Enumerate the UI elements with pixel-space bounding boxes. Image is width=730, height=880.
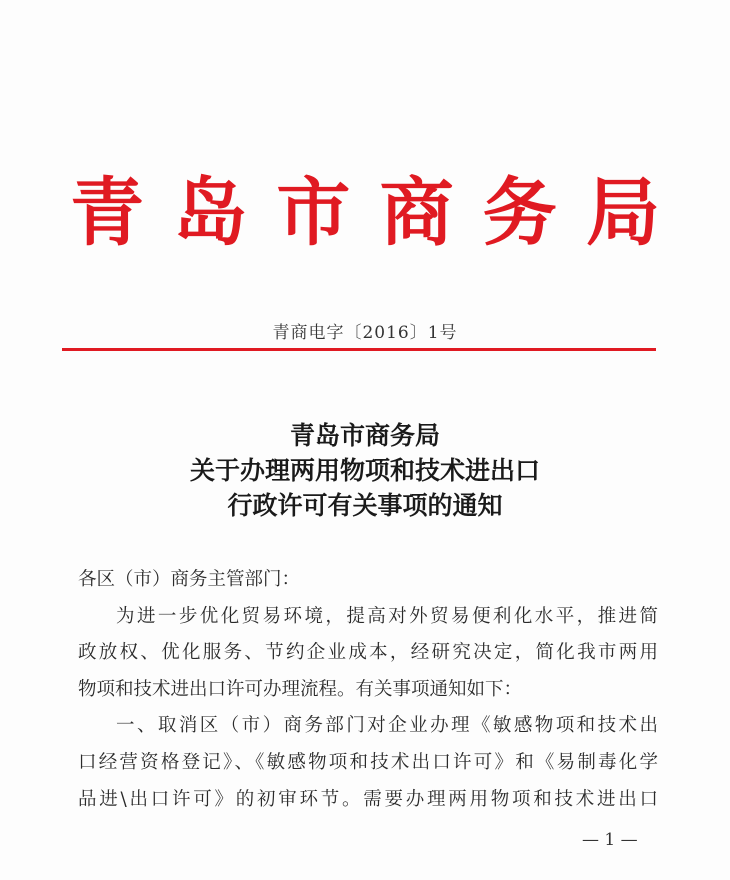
title-line: 行政许可有关事项的通知 [227, 491, 503, 520]
masthead-char: 务 [482, 170, 557, 256]
title-line: 关于办理两用物项和技术进出口 [189, 456, 540, 485]
paragraph-line: 物项和技术进出口许可办理流程。有关事项通知如下： [78, 678, 523, 700]
paragraph-line: 政放权、优化服务、节约企业成本，经研究决定，简化我市两用 [78, 642, 658, 664]
title-line: 青岛市商务局 [289, 421, 440, 450]
masthead-char: 市 [276, 170, 351, 256]
document-title [0, 418, 730, 523]
page-number: — 1 — [582, 830, 638, 850]
masthead [70, 168, 660, 258]
paragraph-line: 一、取消区（市）商务部门对企业办理《敏感物项和技术出 [116, 715, 658, 737]
paragraph-line: 口经营资格登记》、《敏感物项和技术出口许可》和《易制毒化学 [78, 751, 658, 773]
masthead-char: 局 [585, 170, 660, 256]
paragraph-line: 品进\出口许可》的初审环节。需要办理两用物项和技术进出口 [78, 788, 658, 810]
red-divider-line [62, 348, 656, 351]
masthead-char: 青 [70, 170, 144, 256]
document-body [78, 562, 658, 818]
salutation: 各区（市）商务主管部门： [78, 569, 301, 590]
paragraph-line: 为进一步优化贸易环境，提高对外贸易便利化水平，推进简 [116, 605, 658, 627]
document-number: 青商电字〔2016〕1号 [272, 323, 458, 343]
masthead-char: 岛 [173, 170, 248, 256]
masthead-char: 商 [379, 170, 454, 256]
